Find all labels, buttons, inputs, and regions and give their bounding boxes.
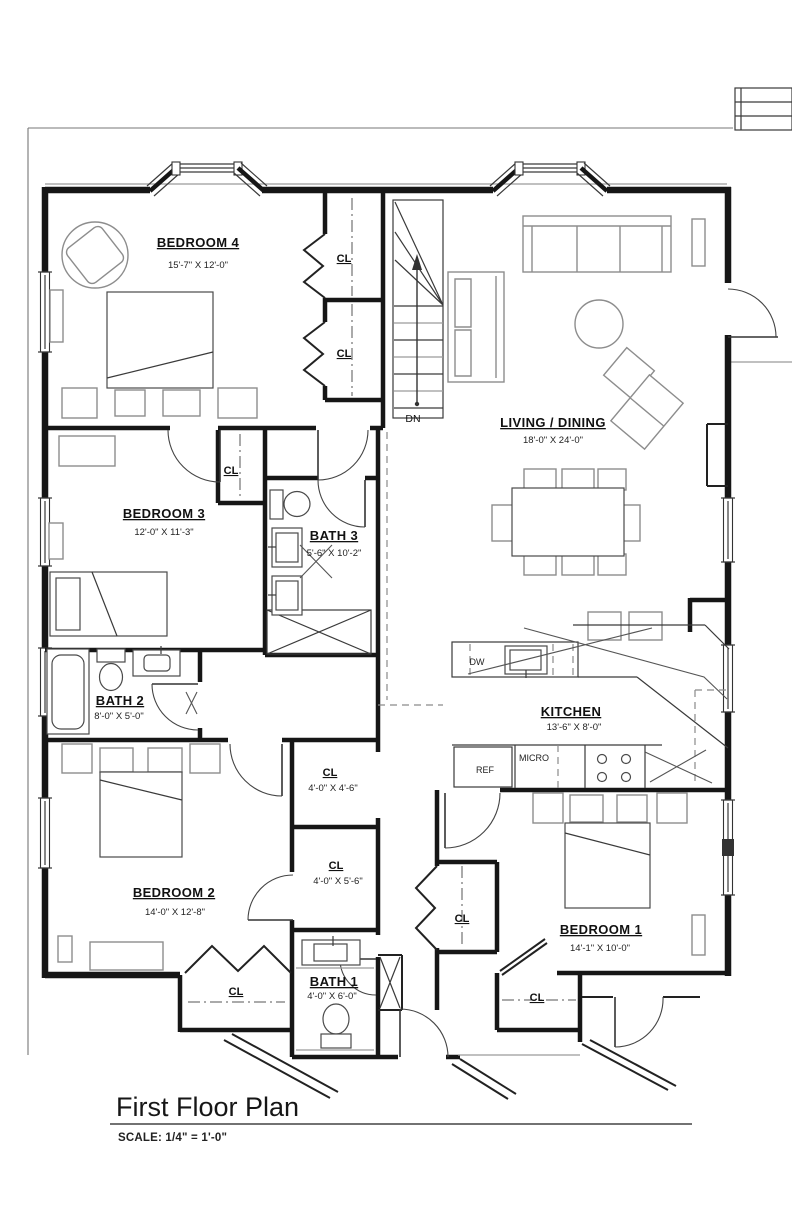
window-right-kitchen bbox=[721, 645, 735, 712]
small-labels bbox=[405, 413, 549, 775]
side-table bbox=[692, 219, 705, 266]
bifold-doors bbox=[185, 234, 437, 973]
corner-chair bbox=[62, 222, 128, 288]
sink-bath1 bbox=[302, 936, 360, 965]
bay-window-living bbox=[490, 162, 610, 196]
sofa bbox=[523, 216, 671, 272]
living-dining-furniture bbox=[448, 216, 705, 575]
hall-exit-door bbox=[400, 1009, 448, 1057]
toilet-bath3 bbox=[270, 490, 310, 519]
bedroom2-door bbox=[230, 744, 282, 796]
bed-bedroom1 bbox=[565, 823, 650, 908]
bath2-dims: 8'-0" X 5'-0" bbox=[94, 711, 144, 722]
entry-door bbox=[728, 289, 778, 337]
sink-bath3-1 bbox=[268, 528, 302, 567]
kitchen-fixtures bbox=[452, 612, 729, 788]
window-right-living bbox=[721, 498, 735, 562]
kitchen-dims: 13'-6" X 8'-0" bbox=[546, 722, 602, 733]
bedroom2-dims: 14'-0" X 12'-8" bbox=[144, 907, 206, 918]
staircase bbox=[393, 200, 443, 418]
closet-bedroom1-side-label: CL bbox=[454, 913, 470, 925]
dishwasher-label: DW bbox=[469, 657, 485, 667]
round-table bbox=[575, 300, 623, 348]
bedroom1-dims: 14'-1" X 10'-0" bbox=[569, 943, 631, 954]
exterior-steps-top-right bbox=[735, 88, 792, 130]
stair-down-label: DN bbox=[405, 413, 421, 425]
bay-window-bedroom4 bbox=[147, 162, 267, 196]
closet-hall-a-dims: 4'-0" X 4'-6" bbox=[308, 783, 358, 794]
closet-b-door bbox=[248, 875, 293, 920]
window-left-bedroom2 bbox=[38, 798, 52, 868]
bath1-dims: 4'-0" X 6'-0" bbox=[307, 991, 357, 1002]
closet-bedroom4-lower-label: CL bbox=[336, 348, 352, 360]
bedroom3-label: BEDROOM 3 bbox=[122, 506, 206, 521]
bedroom4-door bbox=[318, 430, 368, 480]
living-dining-dims: 18'-0" X 24'-0" bbox=[522, 435, 584, 446]
window-right-bedroom1 bbox=[721, 800, 735, 895]
bath2-label: BATH 2 bbox=[95, 693, 145, 708]
bed-bedroom3 bbox=[50, 572, 167, 636]
microwave-label: MICRO bbox=[519, 753, 549, 763]
toilet-bath1 bbox=[321, 1004, 351, 1048]
bed-bedroom2 bbox=[100, 772, 182, 857]
closet-hall-b-label: CL bbox=[328, 860, 344, 872]
bedroom3-door bbox=[168, 430, 220, 482]
bedroom4-label: BEDROOM 4 bbox=[156, 235, 240, 250]
bath3-label: BATH 3 bbox=[309, 528, 359, 543]
bath3-door bbox=[318, 480, 365, 527]
bedroom1-closet-door bbox=[500, 939, 547, 975]
drawing-title: First Floor Plan bbox=[116, 1092, 300, 1122]
closet-hall-a-label: CL bbox=[322, 767, 338, 779]
sink-bath2 bbox=[133, 646, 180, 676]
closet-hall-b-dims: 4'-0" X 5'-6" bbox=[313, 876, 363, 887]
bedroom2-label: BEDROOM 2 bbox=[132, 885, 216, 900]
kitchen-sink bbox=[505, 646, 547, 678]
title-block bbox=[110, 1092, 692, 1144]
bar-stools bbox=[588, 612, 662, 640]
dining-table-set bbox=[492, 469, 640, 575]
linen-shelf-closet bbox=[378, 955, 402, 1010]
bath1-label: BATH 1 bbox=[309, 974, 359, 989]
living-dining-label: LIVING / DINING bbox=[500, 415, 606, 430]
bath3-dims: 5'-6" X 10'-2" bbox=[306, 548, 362, 559]
closet-bedroom4-upper-label: CL bbox=[336, 253, 352, 265]
bedroom1-door bbox=[445, 793, 500, 848]
bedroom3-dims: 12'-0" X 11'-3" bbox=[134, 527, 194, 538]
bedroom2-furniture bbox=[58, 744, 220, 970]
toilet-bath2 bbox=[97, 649, 125, 691]
bathtub bbox=[47, 649, 89, 734]
kitchen-label: KITCHEN bbox=[540, 704, 602, 719]
loveseat bbox=[448, 272, 504, 382]
shower-bath3 bbox=[267, 610, 371, 654]
sink-bath3-2 bbox=[268, 576, 302, 615]
closet-bedroom1-bottom-label: CL bbox=[529, 992, 545, 1004]
bed-bedroom4 bbox=[62, 292, 257, 418]
closet-bedroom3-label: CL bbox=[223, 465, 239, 477]
bath2-door bbox=[152, 684, 198, 730]
closet-bedroom2-label: CL bbox=[228, 986, 244, 998]
vestibule-door bbox=[615, 997, 663, 1047]
bedroom4-furniture bbox=[50, 222, 257, 418]
range bbox=[598, 755, 631, 782]
bedroom4-dims: 15'-7" X 12'-0" bbox=[167, 260, 229, 271]
bedroom1-label: BEDROOM 1 bbox=[559, 922, 643, 937]
drawing-scale: SCALE: 1/4" = 1'-0" bbox=[118, 1132, 228, 1144]
refrigerator-label: REF bbox=[476, 765, 494, 775]
